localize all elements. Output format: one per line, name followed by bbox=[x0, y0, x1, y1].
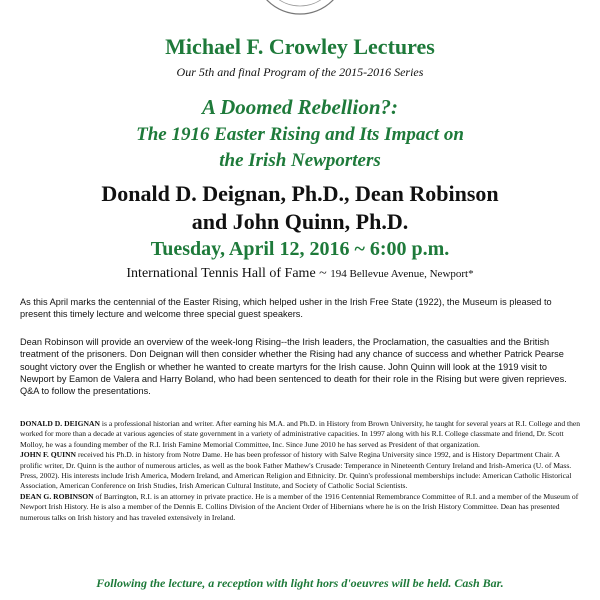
bio-quinn bbox=[20, 450, 582, 492]
lecture-subtitle-line1: The 1916 Easter Rising and Its Impact on bbox=[136, 124, 464, 145]
speaker-bios bbox=[20, 419, 582, 523]
reception-note: Following the lecture, a reception with light hors d'oeuvres will be held. Cash Bar. bbox=[96, 576, 504, 590]
bio-deignan bbox=[20, 419, 582, 450]
bio-text: received his Ph.D. in history from Notre Dame. He has been professor of history with Salve Regina University since 1992, and is History Department Chair. A prolific writer, Dr. Quinn is the author of numerous articles, as well as the book Father Mathew's Crusade: Temperance in Nineteenth Century Ireland and Irish-America (U. of Mass. Press, 2002). His interests include Irish America, Modern Ireland, and American Religion and Ethnicity. Dr. Quinn's professional memberships include: American Catholic Historical Association, American Conference on Irish Studies, Irish American Cultural Institute, and Society of Catholic Social Scientists. bbox=[20, 450, 572, 491]
lecture-title: A Doomed Rebellion?: bbox=[202, 95, 398, 119]
venue-address: 194 Bellevue Avenue, Newport* bbox=[330, 268, 474, 280]
bio-name: DEAN G. ROBINSON bbox=[20, 491, 94, 501]
bio-robinson bbox=[20, 492, 582, 523]
speakers-line2: and John Quinn, Ph.D. bbox=[191, 209, 409, 234]
intro-paragraph: As this April marks the centennial of the Easter Rising, which helped usher in the Irish Free State (1922), the Museum is pleased to present this timely lecture and welcome three special guest speakers. bbox=[20, 297, 552, 320]
speakers-line1: Donald D. Deignan, Ph.D., Dean Robinson bbox=[101, 181, 499, 206]
bio-text: is a professional historian and writer. After earning his M.A. and Ph.D. in History from Brown University, he taught for several years at R.I. College and then worked for more than a decade at various agencies of state government in a variety of administrative capacities. In 1997 along with his R.I. College classmate and friend, Dr. Scott Molloy, he was a founding member of the R.I. Irish Famine Memorial Committee, Inc. Since June 2010 he has served as President of that organization. bbox=[20, 419, 581, 449]
event-date: Tuesday, April 12, 2016 ~ 6:00 p.m. bbox=[150, 238, 450, 260]
bio-name: DONALD D. DEIGNAN bbox=[20, 419, 100, 428]
lecture-series-title: Michael F. Crowley Lectures bbox=[165, 34, 435, 59]
bio-text: of Barrington, R.I. is an attorney in private practice. He is a member of the 1916 Centennial Remembrance Committee of R.I. and a member of the Museum of Newport Irish History. He is also a member of the Dennis E. Collins Division of the Ancient Order of Hibernians where he is on the Irish History Committee. Dean has presented numerous talks on Irish history and has traveled extensively in Ireland. bbox=[20, 491, 579, 522]
program-paragraph: Dean Robinson will provide an overview of the week-long Rising--the Irish leaders, the Proclamation, the casualties and the British treatment of the prisoners. Don Deignan will then consider whether the Rising had any chance of success and whether Patrick Pearse sought victory over the English or whether he wanted to create martyrs for the Irish cause. John Quinn will look at the 1919 visit to Newport by Eamon de Valera and Harry Boland, who had been sentenced to death for their role in the Rising but were given reprieves. Q&A to follow the presentations. bbox=[20, 337, 567, 397]
speakers bbox=[0, 180, 600, 236]
series-subtitle: Our 5th and final Program of the 2015-2016 Series bbox=[176, 65, 424, 79]
event-venue bbox=[0, 266, 600, 282]
lecture-subtitle bbox=[0, 122, 600, 174]
lecture-subtitle-line2: the Irish Newporters bbox=[219, 150, 381, 171]
bio-name: JOHN F. QUINN bbox=[20, 450, 77, 460]
venue-name: International Tennis Hall of Fame ~ bbox=[126, 266, 331, 281]
museum-seal-icon bbox=[252, 0, 348, 16]
